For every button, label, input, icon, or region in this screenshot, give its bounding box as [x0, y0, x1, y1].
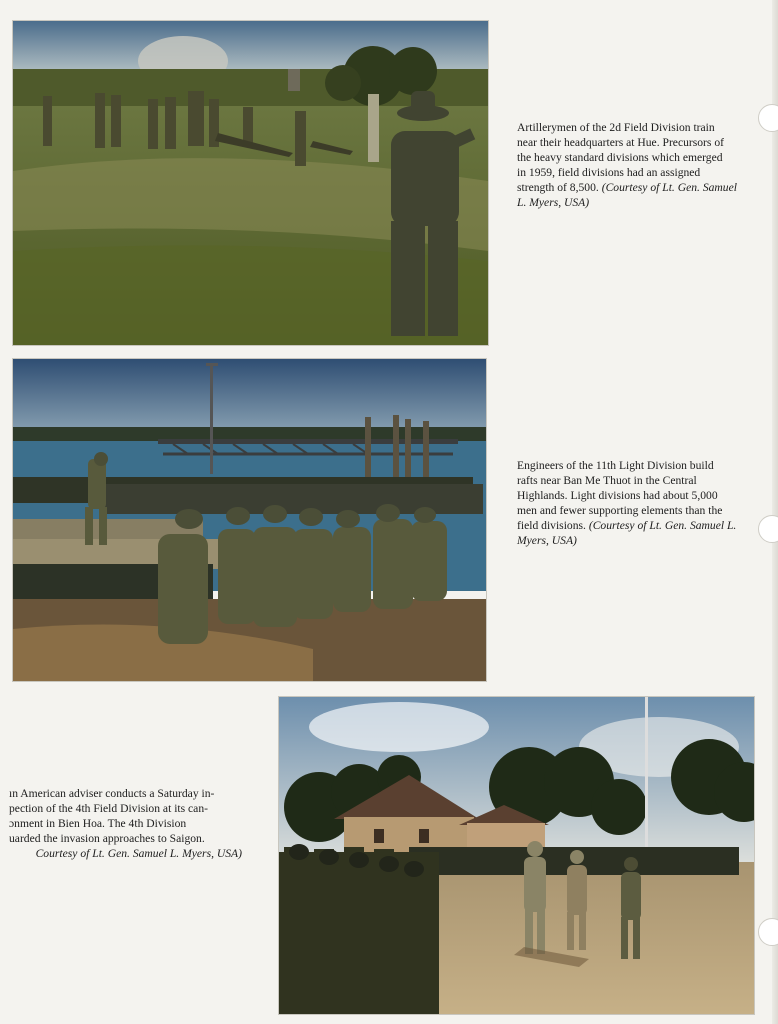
binder-hole-top — [758, 104, 778, 132]
caption-line: near their headquarters at Hue. Precursors of — [517, 136, 724, 149]
caption-line: men and fewer supporting elements than the — [517, 504, 723, 517]
binder-hole-middle — [758, 515, 778, 543]
caption-line: rafts near Ban Me Thuot in the Central — [517, 474, 697, 487]
page-edge — [772, 0, 778, 1024]
photo-credit: (Courtesy of Lt. Gen. Samuel L. — [588, 519, 737, 532]
caption-line: the heavy standard divisions which emerged — [517, 151, 723, 164]
caption-line: Engineers of the 11th Light Division build — [517, 459, 714, 472]
caption-line: uarded the invasion approaches to Saigon. — [9, 832, 205, 845]
photo-artillery-training — [13, 21, 488, 345]
caption-line — [517, 180, 757, 195]
caption-text: strength of 8,500. — [517, 181, 599, 194]
caption-artillery — [517, 120, 757, 210]
caption-line: Highlands. Light divisions had about 5,000 — [517, 489, 718, 502]
caption-text: field divisions. — [517, 519, 586, 532]
caption-line — [517, 518, 757, 533]
caption-inspection — [9, 786, 242, 861]
photo-engineers-rafts — [13, 359, 486, 681]
photo-division-inspection — [279, 697, 754, 1014]
photo-credit: Myers, USA) — [517, 534, 577, 547]
caption-line: ın American adviser conducts a Saturday in- — [9, 787, 215, 800]
caption-line: pection of the 4th Field Division at its can- — [9, 802, 208, 815]
caption-engineers — [517, 458, 757, 548]
photo-credit: (Courtesy of Lt. Gen. Samuel — [601, 181, 737, 194]
binder-hole-bottom — [758, 918, 778, 946]
caption-line: in 1959, field divisions had an assigned — [517, 166, 701, 179]
caption-line — [517, 195, 757, 210]
photo-credit: L. Myers, USA) — [517, 196, 590, 209]
caption-line: Artillerymen of the 2d Field Division train — [517, 121, 715, 134]
caption-line — [517, 533, 757, 548]
caption-line — [9, 846, 242, 861]
caption-line: ɔnment in Bien Hoa. The 4th Division — [9, 817, 187, 830]
photo-credit: Courtesy of Lt. Gen. Samuel L. Myers, USA) — [35, 847, 242, 860]
